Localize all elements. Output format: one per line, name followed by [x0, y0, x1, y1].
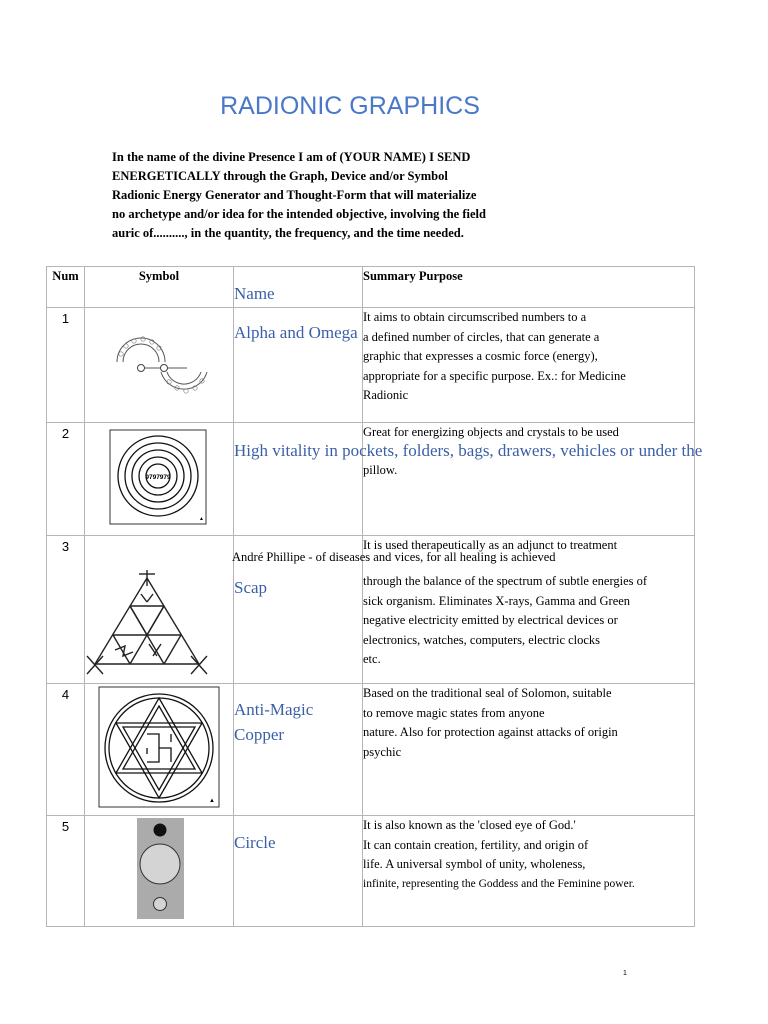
symbol-cell	[85, 816, 234, 927]
header-symbol: Symbol	[85, 267, 234, 308]
name-cell	[234, 308, 363, 423]
symbol-name: Circle	[234, 833, 276, 852]
purpose-line: through the balance of the spectrum of subtle energies of	[363, 574, 648, 588]
purpose-text	[363, 816, 635, 894]
purpose-line: It aims to obtain circumscribed numbers to a	[363, 310, 587, 324]
purpose-line: graphic that expresses a cosmic force (energy),	[363, 349, 598, 363]
symbol-name: High vitality in pockets, folders, bags, drawers, vehicles or under the	[234, 441, 703, 460]
symbol-name: Anti-Magic	[234, 700, 314, 719]
invocation-paragraph	[112, 148, 572, 243]
purpose-cell	[363, 308, 695, 423]
symbol-cell	[85, 308, 234, 423]
purpose-line: infinite, representing the Goddess and the Feminine power.	[363, 877, 635, 890]
row-num: 5	[47, 816, 85, 927]
circle-symbol	[137, 818, 184, 919]
purpose-line: Radionic	[363, 388, 409, 402]
symbol-number: 9797979	[145, 474, 171, 481]
purpose-cell	[363, 423, 695, 536]
purpose-text	[363, 684, 618, 762]
purpose-line: negative electricity emitted by electrical devices or	[363, 613, 618, 627]
purpose-line: It is also known as the 'closed eye of God.'	[363, 818, 576, 832]
scap-triangle-symbol	[85, 570, 215, 676]
purpose-line: Great for energizing objects and crystals to be used	[363, 425, 619, 439]
table-row	[47, 308, 695, 423]
concentric-circles-symbol	[109, 429, 207, 525]
attribution-line: André Phillipe - of diseases and vices, for all healing is achieved	[232, 550, 556, 564]
purpose-line: sick organism. Eliminates X-rays, Gamma and Green	[363, 593, 631, 608]
symbol-cell	[85, 684, 234, 816]
symbol-cell	[85, 423, 234, 536]
intro-line: auric of.........., in the quantity, the frequency, and the time needed.	[112, 226, 464, 240]
purpose-line: to remove magic states from anyone	[363, 705, 545, 720]
header-purpose: Summary Purpose	[363, 267, 695, 308]
svg-text:▲: ▲	[209, 798, 215, 804]
purpose-line: nature. Also for protection against attacks of origin	[363, 725, 618, 739]
purpose-line: It is used therapeutically as an adjunct to treatment	[363, 538, 618, 552]
purpose-line: life. A universal symbol of unity, wholeness,	[363, 857, 586, 871]
alpha-omega-symbol	[107, 334, 211, 396]
purpose-line: It can contain creation, fertility, and origin of	[363, 837, 589, 852]
purpose-line: etc.	[363, 652, 381, 666]
name-cell	[234, 816, 363, 927]
table-header-row	[47, 267, 695, 308]
intro-line: ENERGETICALLY through the Graph, Device and/or Symbol	[112, 169, 448, 183]
table-row	[47, 684, 695, 816]
svg-text:▲: ▲	[199, 516, 204, 522]
purpose-line: psychic	[363, 744, 402, 759]
header-num: Num	[47, 267, 85, 308]
page-number: 1	[623, 970, 627, 977]
purpose-text	[363, 308, 626, 406]
symbol-name: Copper	[234, 725, 285, 744]
page-title: RADIONIC GRAPHICS	[220, 92, 480, 120]
purpose-line: pillow.	[363, 463, 398, 477]
table-row	[47, 423, 695, 536]
purpose-cell	[363, 816, 695, 927]
purpose-line: appropriate for a specific purpose. Ex.: for Medicine	[363, 368, 626, 383]
row-num: 4	[47, 684, 85, 816]
name-cell	[234, 684, 363, 816]
purpose-cell	[363, 684, 695, 816]
intro-line: In the name of the divine Presence I am of (YOUR NAME) I SEND	[112, 150, 471, 164]
intro-line: Radionic Energy Generator and Thought-Form that will materialize	[112, 188, 477, 202]
seal-of-solomon-symbol	[98, 686, 220, 808]
row-num: 1	[47, 308, 85, 423]
header-name: Name	[234, 284, 275, 303]
symbol-name: Alpha and Omega	[234, 323, 358, 342]
purpose-line: electronics, watches, computers, electric clocks	[363, 632, 601, 647]
symbol-name: Scap	[234, 578, 268, 597]
table-row	[47, 816, 695, 927]
purpose-line: a defined number of circles, that can generate a	[363, 329, 600, 344]
graphics-table	[46, 266, 703, 927]
purpose-line: Based on the traditional seal of Solomon, suitable	[363, 686, 612, 700]
symbol-cell	[85, 536, 234, 684]
header-name-cell	[234, 267, 363, 308]
intro-line: no archetype and/or idea for the intended objective, involving the field	[112, 207, 486, 221]
row-num: 2	[47, 423, 85, 536]
purpose-text	[363, 572, 647, 670]
row-num: 3	[47, 536, 85, 684]
